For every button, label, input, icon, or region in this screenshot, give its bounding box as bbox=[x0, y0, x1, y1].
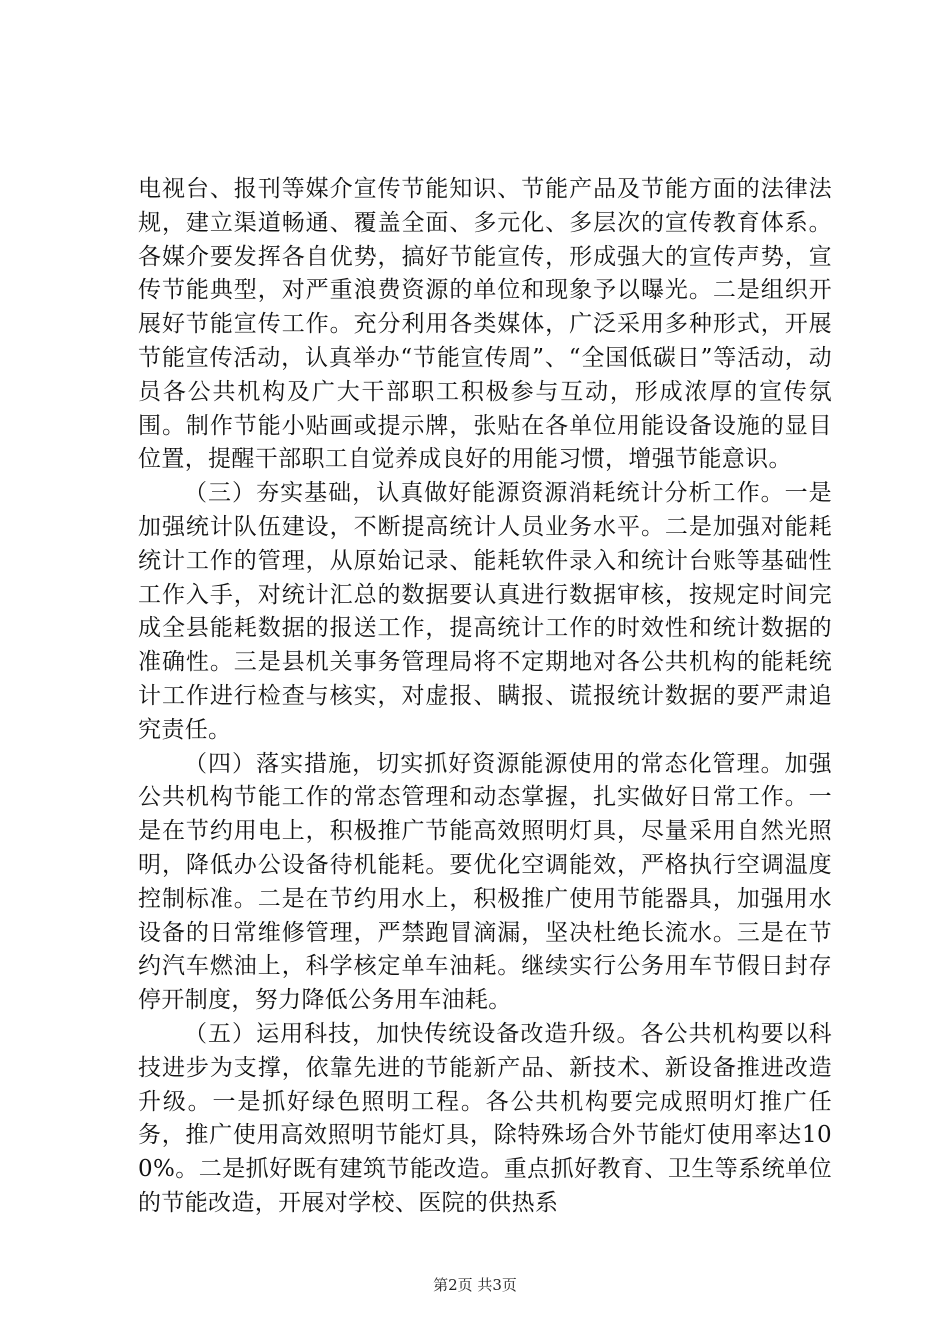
page-footer: 第2页 共3页 bbox=[433, 1276, 517, 1294]
paragraph-2: （三）夯实基础，认真做好能源资源消耗统计分析工作。一是加强统计队伍建设，不断提高统计人员业务水平。二是加强对能耗统计工作的管理，从原始记录、能耗软件录入和统计台账等基础性工作入手，对统计汇总的数据要认真进行数据审核，按规定时间完成全县能耗数据的报送工作，提高统计工作的时效性和统计数据的准确性。三是县机关事务管理局将不定期地对各公共机构的能耗统计工作进行检查与核实，对虚报、瞒报、谎报统计数据的要严肃追究责任。 bbox=[138, 480, 832, 743]
paragraph-1: 电视台、报刊等媒介宣传节能知识、节能产品及节能方面的法律法规，建立渠道畅通、覆盖全面、多元化、多层次的宣传教育体系。各媒介要发挥各自优势，搞好节能宣传，形成强大的宣传声势，宣传节能典型，对严重浪费资源的单位和现象予以曝光。二是组织开展好节能宣传工作。充分利用各类媒体，广泛采用多种形式，开展节能宣传活动，认真举办“节能宣传周”、“全国低碳日”等活动，动员各公共机构及广大干部职工积极参与互动，形成浓厚的宣传氛围。制作节能小贴画或提示牌，张贴在各单位用能设备设施的显目位置，提醒干部职工自觉养成良好的用能习惯，增强节能意识。 bbox=[138, 176, 832, 473]
paragraph-3: （四）落实措施，切实抓好资源能源使用的常态化管理。加强公共机构节能工作的常态管理和动态掌握，扎实做好日常工作。一是在节约用电上，积极推广节能高效照明灯具，尽量采用自然光照明，降低办公设备待机能耗。要优化空调能效，严格执行空调温度控制标准。二是在节约用水上，积极推广使用节能器具，加强用水设备的日常维修管理，严禁跑冒滴漏，坚决杜绝长流水。三是在节约汽车燃油上，科学核定单车油耗。继续实行公务用车节假日封存停开制度，努力降低公务用车油耗。 bbox=[138, 750, 832, 1014]
document-body bbox=[138, 173, 832, 1221]
paragraph-4: （五）运用科技，加快传统设备改造升级。各公共机构要以科技进步为支撑，依靠先进的节能新产品、新技术、新设备推进改造升级。一是抓好绿色照明工程。各公共机构要完成照明灯推广任务，推广使用高效照明节能灯具，除特殊场合外节能灯使用率达100%。二是抓好既有建筑节能改造。重点抓好教育、卫生等系统单位的节能改造，开展对学校、医院的供热系 bbox=[138, 1020, 832, 1216]
